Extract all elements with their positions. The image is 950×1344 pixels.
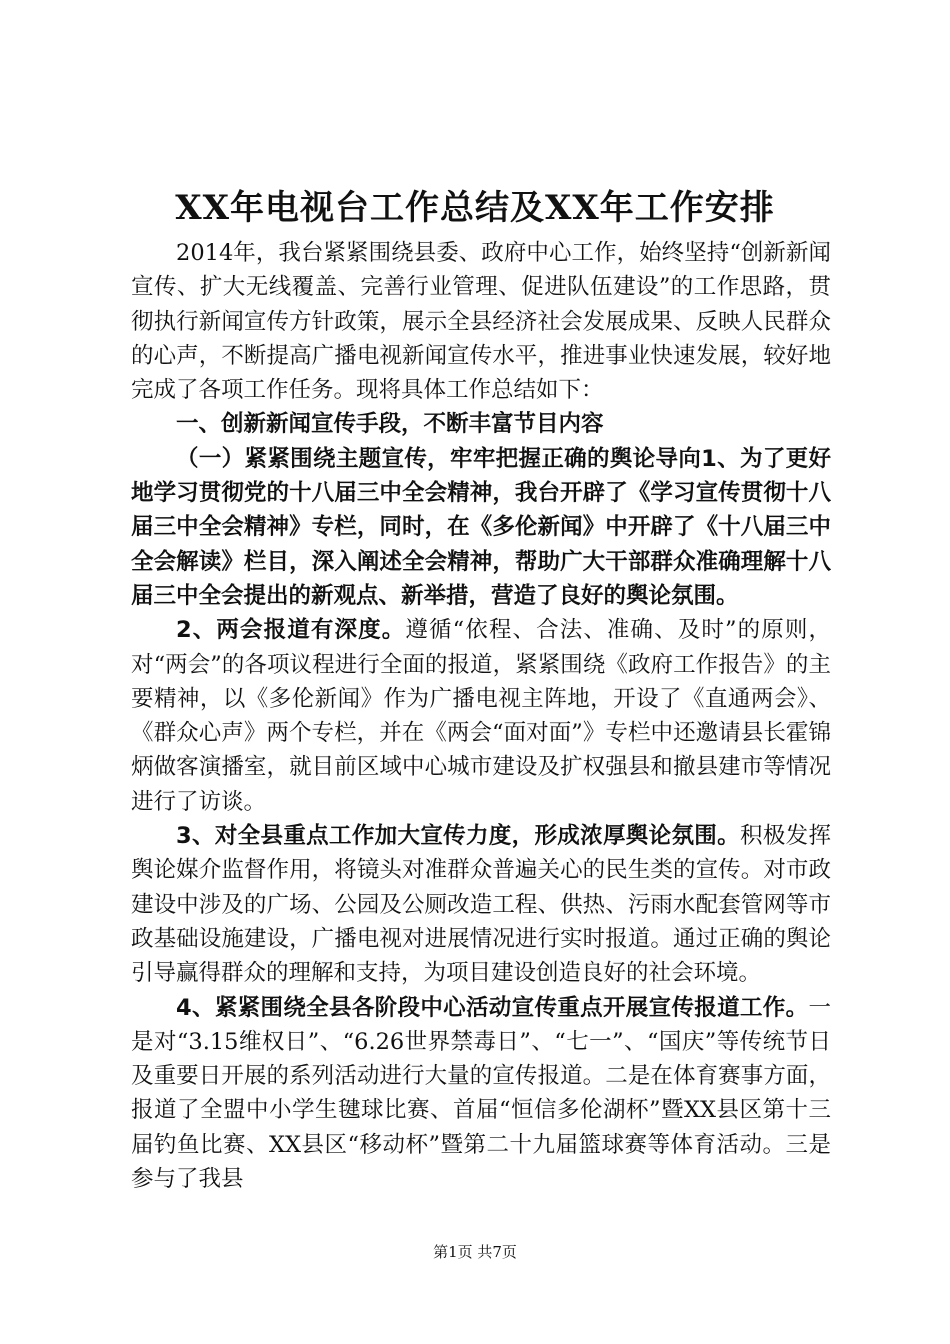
heading-text: 一、创新新闻宣传手段，不断丰富节目内容 [176, 411, 604, 438]
item-paragraph-4 [131, 991, 831, 1197]
item-paragraph-2 [131, 613, 831, 819]
item-paragraph-3 [131, 819, 831, 990]
paragraph-text: 2014年，我台紧紧围绕县委、政府中心工作，始终坚持“创新新闻宣传、扩大无线覆盖、完善行业管理、促进队伍建设”的工作思路，贯彻执行新闻宣传方针政策，展示全县经济社会发展成果、反映人民群众的心声，不断提高广播电视新闻宣传水平，推进事业快速发展，较好地完成了各项工作任务。现将具体工作总结如下： [131, 240, 831, 404]
document-body [131, 236, 831, 1196]
paragraph-text: 一是对“3.15维权日”、“6.26世界禁毒日”、“七一”、“国庆”等传统节日及重要日开展的系列活动进行大量的宣传报道。二是在体育赛事方面，报道了全盟中小学生毽球比赛、首届“恒信多伦湖杯”暨XX县区第十三届钓鱼比赛、XX县区“移动杯”暨第二十九届篮球赛等体育活动。三是参与了我县 [131, 994, 831, 1193]
heading-text: （一）紧紧围绕主题宣传，牢牢把握正确的舆论导向1、为了更好地学习贯彻党的十八届三中全会精神，我台开辟了《学习宣传贯彻十八届三中全会精神》专栏，同时，在《多伦新闻》中开辟了《十八届三中全会解读》栏目，深入阐述全会精神，帮助广大干部群众准确理解十八届三中全会提出的新观点、新举措，营造了良好的舆论氛围。 [131, 445, 831, 609]
paragraph-text: 积极发挥舆论媒介监督作用，将镜头对准群众普遍关心的民生类的宣传。对市政建设中涉及的广场、公园及公厕改造工程、供热、污雨水配套管网等市政基础设施建设，广播电视对进展情况进行实时报道。通过正确的舆论引导赢得群众的理解和支持，为项目建设创造良好的社会环境。 [131, 823, 831, 987]
paragraph-text: 遵循“依程、合法、准确、及时”的原则，对“两会”的各项议程进行全面的报道，紧紧围绕《政府工作报告》的主要精神，以《多伦新闻》作为广播电视主阵地，开设了《直通两会》、《群众心声》两个专栏，并在《两会“面对面”》专栏中还邀请县长霍锦炳做客演播室，就目前区域中心城市建设及扩权强县和撤县建市等情况进行了访谈。 [131, 617, 832, 815]
page-footer: 第1页 共7页 [433, 1243, 517, 1261]
paragraph-lead: 4、紧紧围绕全县各阶段中心活动宣传重点开展宣传报道工作。 [176, 994, 809, 1021]
paragraph-lead: 3、对全县重点工作加大宣传力度，形成浓厚舆论氛围。 [176, 823, 740, 850]
section-heading [131, 407, 831, 441]
document-title: XX年电视台工作总结及XX年工作安排 [175, 188, 775, 228]
intro-paragraph [131, 236, 831, 407]
subsection-paragraph [131, 442, 831, 613]
paragraph-lead: 2、两会报道有深度。 [176, 617, 406, 644]
